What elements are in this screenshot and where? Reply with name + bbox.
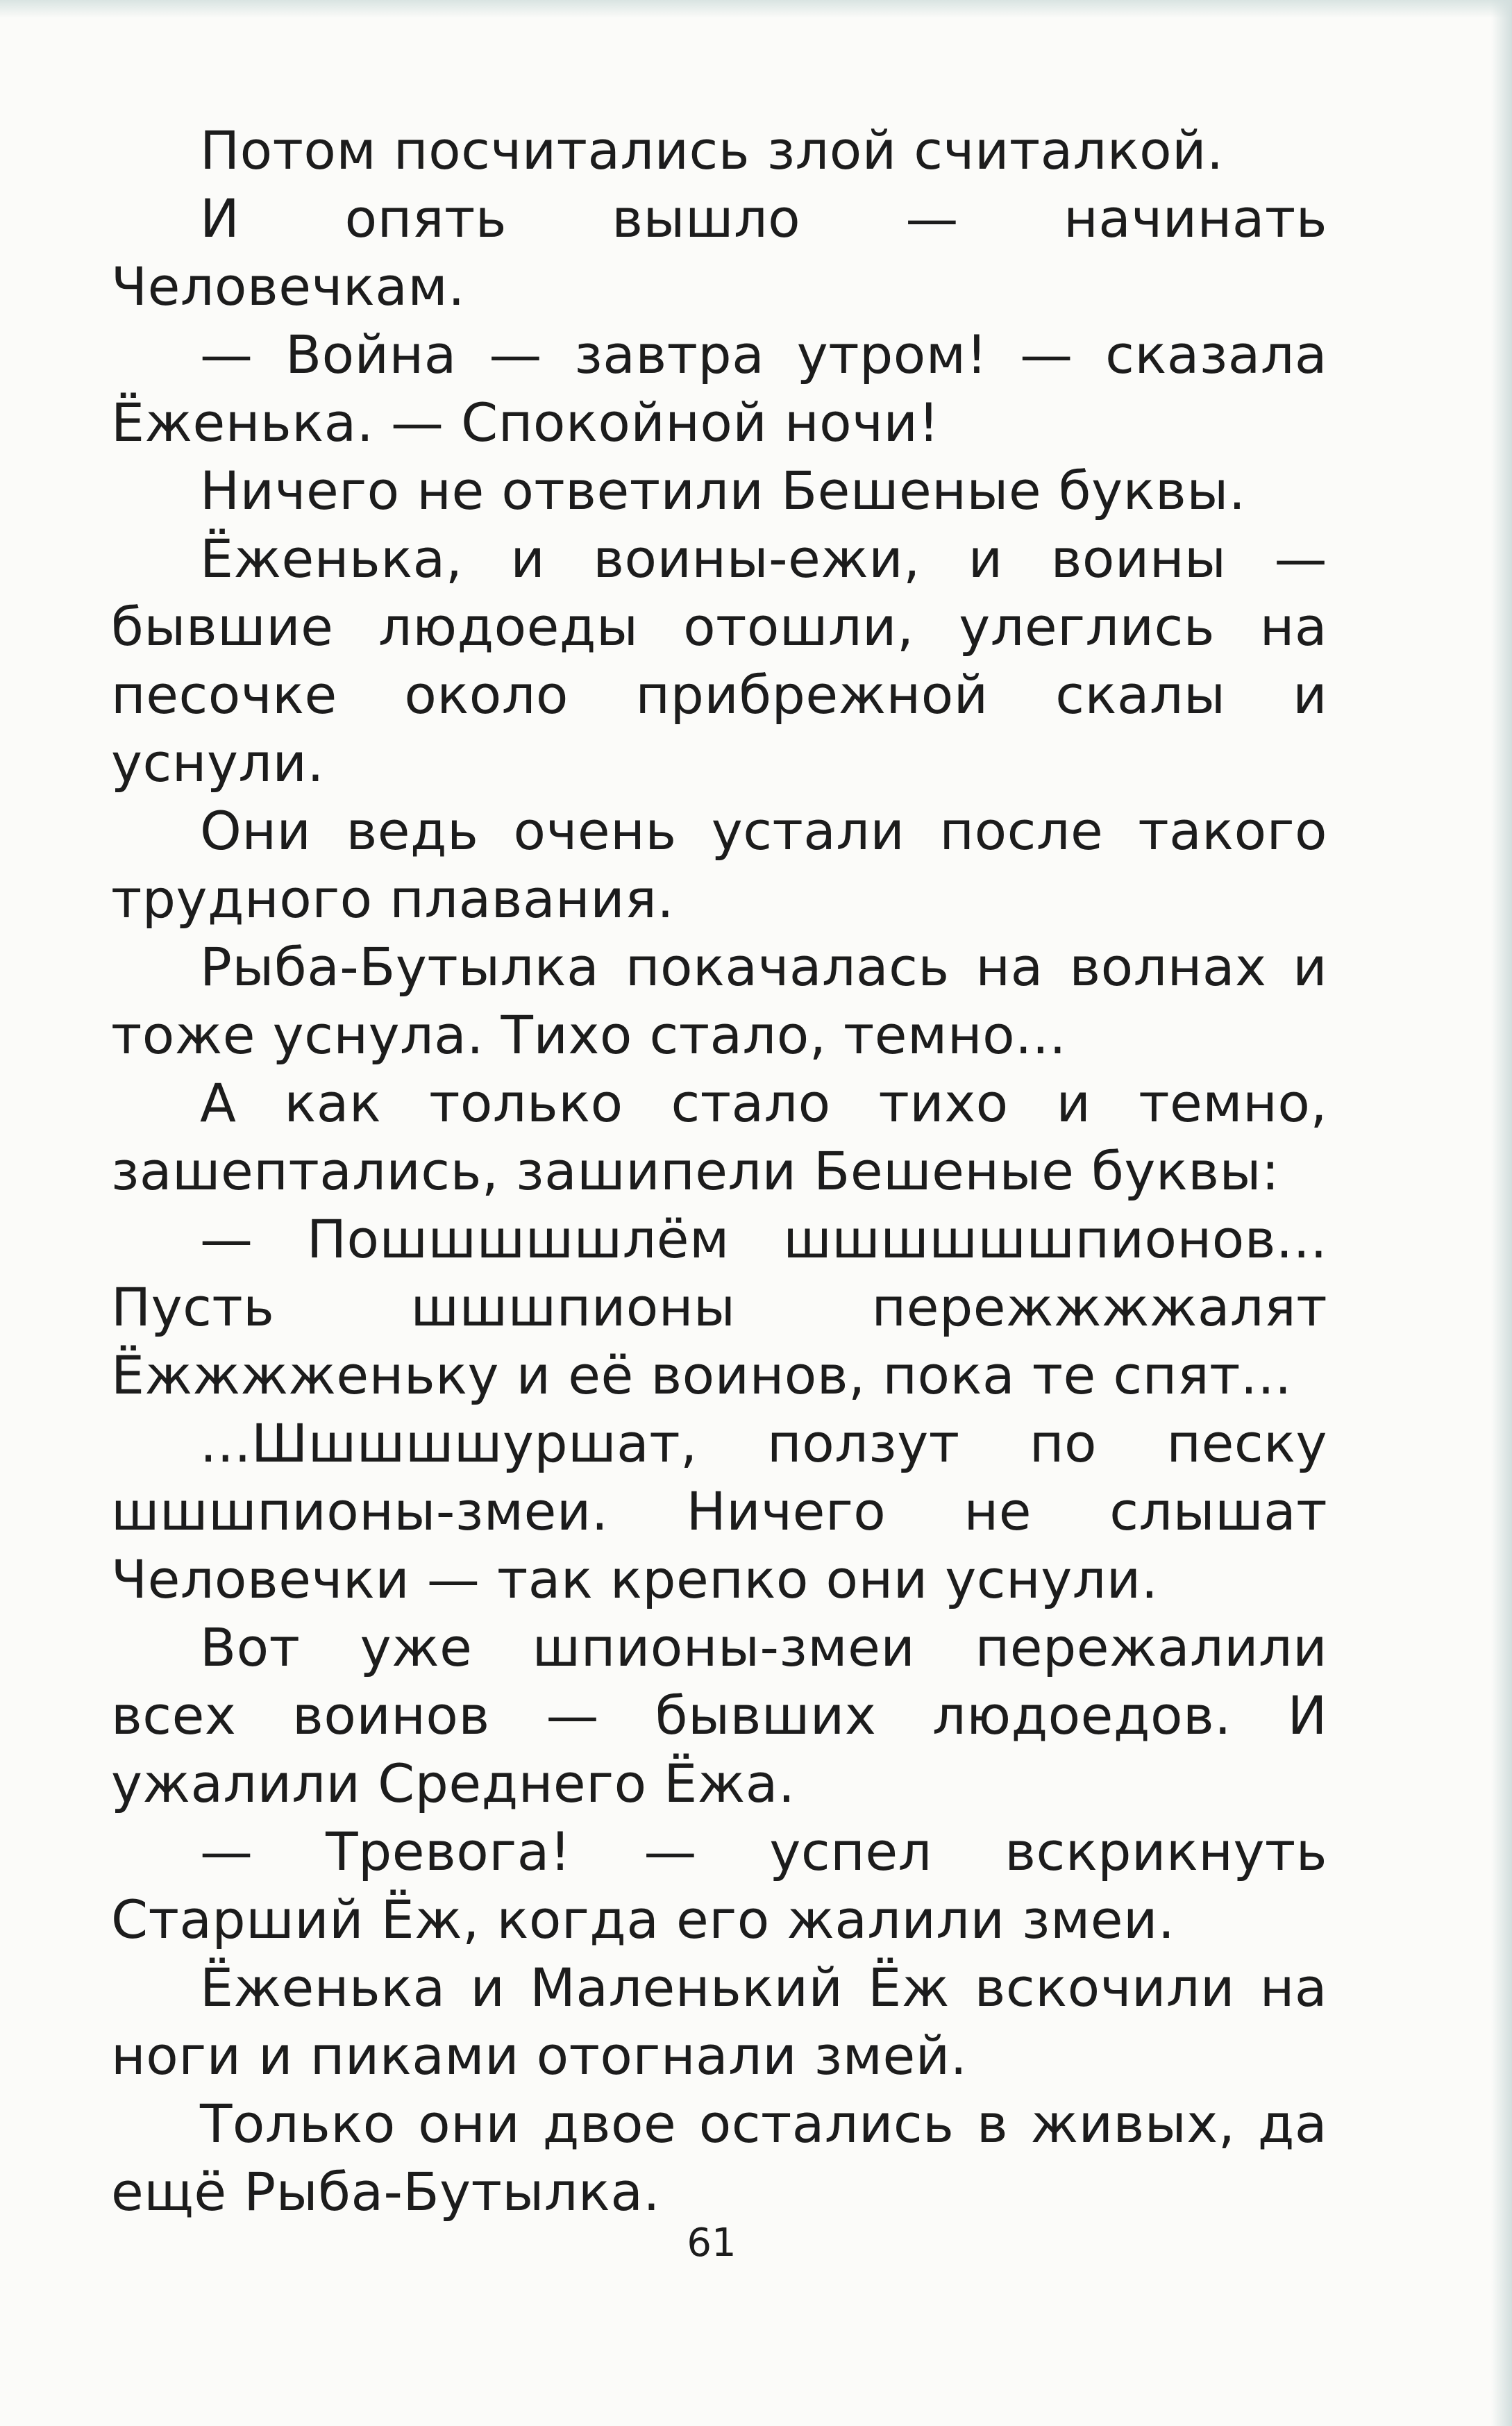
paragraph: Только они двое остались в живых, да ещё Рыба-Бутылка. [111, 2093, 1327, 2223]
paragraph: Ёженька и Маленький Ёж вскочили на ноги и пиками отогнали змей. [111, 1957, 1327, 2086]
paragraph: Они ведь очень устали после такого трудного плавания. [111, 800, 1327, 930]
paragraph: Ёженька, и воины-ежи, и воины — бывшие людоеды отошли, улеглись на песочке около прибрежной скалы и уснули. [111, 528, 1327, 794]
body-text [111, 117, 1327, 2226]
paragraph: — Пошшшшшлём шшшшшшпионов... Пусть шшшпионы пережжжжалят Ёжжжженьку и её воинов, пока те спят... [111, 1208, 1327, 1406]
paragraph: Рыба-Бутылка покачалась на волнах и тоже уснула. Тихо стало, темно... [111, 936, 1327, 1066]
paragraph: — Война — завтра утром! — сказала Ёженька. — Спокойной ночи! [111, 324, 1327, 453]
paragraph: И опять вышло — начинать Человечкам. [111, 187, 1327, 317]
paragraph: — Тревога! — успел вскрикнуть Старший Ёж, когда его жалили змеи. [111, 1821, 1327, 1950]
paragraph: Вот уже шпионы-змеи пережалили всех воинов — бывших людоедов. И ужалили Среднего Ёжа. [111, 1616, 1327, 1814]
paragraph: А как только стало тихо и темно, зашептались, зашипели Бешеные буквы: [111, 1072, 1327, 1202]
paragraph: Потом посчитались злой считалкой. [200, 119, 1224, 181]
page-right-edge [1491, 0, 1512, 2426]
paragraph: ...Шшшшшуршат, ползут по песку шшшпионы-змеи. Ничего не слышат Человечки — так крепко они уснули. [111, 1412, 1327, 1610]
page-top-edge [0, 0, 1512, 18]
paragraph: Ничего не ответили Бешеные буквы. [200, 460, 1246, 521]
page-number: 61 [687, 2220, 737, 2266]
